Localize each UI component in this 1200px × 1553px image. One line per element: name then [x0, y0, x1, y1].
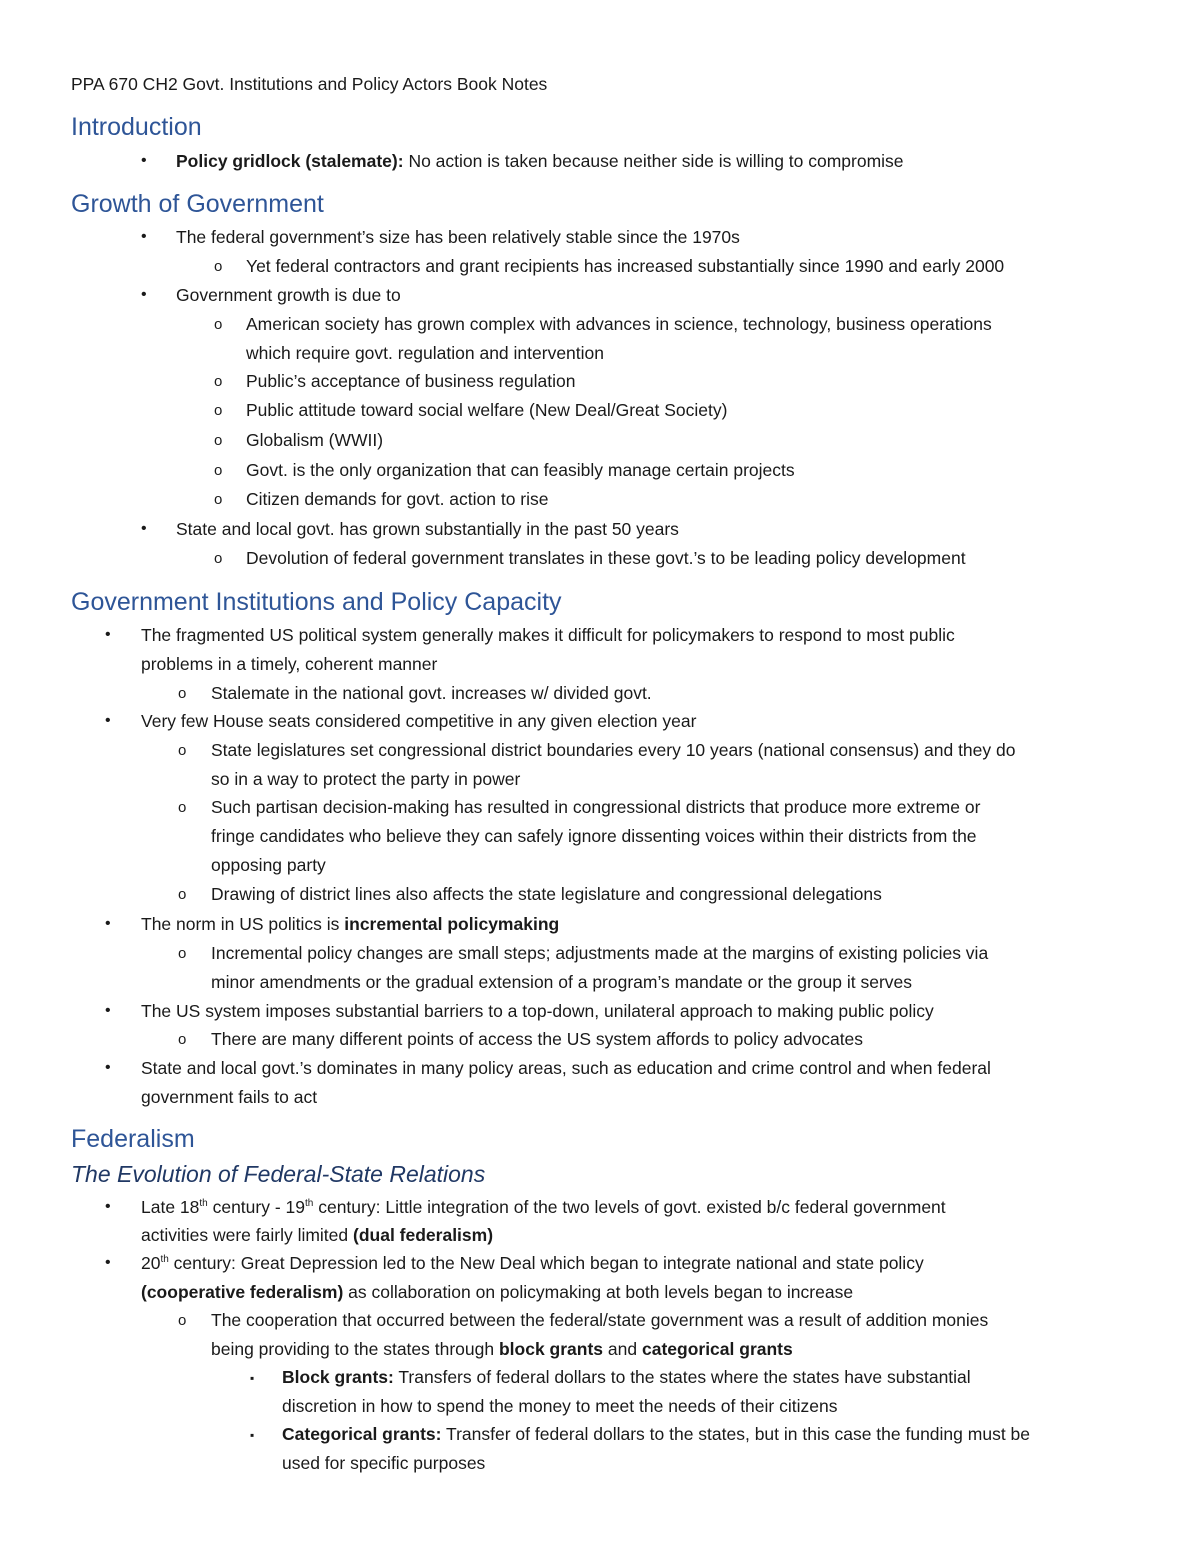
term: block grants: [498, 1339, 604, 1359]
list-item: Very few House seats considered competitive in any given election year: [141, 711, 697, 731]
heading-federalism: Federalism: [71, 1125, 195, 1153]
bullet-icon: •: [105, 1059, 111, 1076]
list-item-continued: government fails to act: [141, 1087, 318, 1107]
list-item: American society has grown complex with advances in science, technology, business operations: [246, 314, 992, 334]
list-item: Government growth is due to: [176, 285, 401, 305]
sub-bullet-icon: o: [178, 1031, 187, 1048]
list-item-continued: discretion in how to spend the money to meet the needs of their citizens: [282, 1396, 838, 1416]
bullet-icon: •: [105, 1002, 111, 1019]
list-item: State legislatures set congressional district boundaries every 10 years (national consensus) and they do: [211, 740, 1016, 760]
bullet-icon: •: [105, 712, 111, 729]
sub-bullet-icon: o: [178, 1312, 187, 1329]
sub-bullet-icon: o: [178, 886, 187, 903]
sub-bullet-icon: o: [178, 799, 187, 816]
sub-bullet-icon: o: [214, 462, 223, 479]
sub-bullet-icon: o: [214, 432, 223, 449]
list-item-continued: used for specific purposes: [282, 1453, 486, 1473]
subheading-federal-state-relations: The Evolution of Federal-State Relations: [71, 1161, 486, 1187]
heading-growth-of-government: Growth of Government: [71, 190, 324, 218]
list-item: Incremental policy changes are small steps; adjustments made at the margins of existing policies via: [211, 943, 989, 963]
list-item-continued: problems in a timely, coherent manner: [141, 654, 438, 674]
sub-bullet-icon: o: [178, 685, 187, 702]
term: (dual federalism): [353, 1225, 494, 1245]
sub-bullet-icon: o: [214, 402, 223, 419]
term: incremental policymaking: [344, 914, 560, 934]
list-item: The norm in US politics is incremental policymaking: [141, 914, 560, 934]
list-item: Drawing of district lines also affects the state legislature and congressional delegations: [211, 884, 882, 904]
sub-bullet-icon: o: [214, 491, 223, 508]
list-item: The cooperation that occurred between the federal/state government was a result of addition monies: [211, 1310, 989, 1330]
list-item-continued: opposing party: [211, 855, 326, 875]
list-item-continued: (cooperative federalism) as collaboration on policymaking at both levels began to increase: [141, 1282, 854, 1302]
list-item: Yet federal contractors and grant recipients has increased substantially since 1990 and early 2000: [246, 256, 1005, 276]
list-item: Policy gridlock (stalemate): No action is taken because neither side is willing to compromise: [176, 151, 904, 171]
list-item-continued: being providing to the states through block grants and categorical grants: [211, 1339, 793, 1359]
term: Policy gridlock (stalemate):: [176, 151, 404, 171]
list-item: Public attitude toward social welfare (New Deal/Great Society): [246, 400, 728, 420]
list-item: State and local govt.’s dominates in many policy areas, such as education and crime control and when federal: [141, 1058, 991, 1078]
term: Categorical grants:: [282, 1424, 442, 1444]
sub-bullet-icon: o: [214, 316, 223, 333]
list-item: The federal government’s size has been relatively stable since the 1970s: [176, 227, 740, 247]
list-item: Citizen demands for govt. action to rise: [246, 489, 549, 509]
list-item-continued: so in a way to protect the party in power: [211, 769, 521, 789]
sub-bullet-icon: o: [178, 742, 187, 759]
list-item: The fragmented US political system generally makes it difficult for policymakers to respond to most public: [141, 625, 955, 645]
list-item: Globalism (WWII): [246, 430, 384, 450]
list-item: Such partisan decision-making has resulted in congressional districts that produce more extreme or: [211, 797, 981, 817]
list-item: Stalemate in the national govt. increases w/ divided govt.: [211, 683, 652, 703]
list-item: Govt. is the only organization that can feasibly manage certain projects: [246, 460, 795, 480]
bullet-icon: •: [105, 1254, 111, 1271]
list-item: Devolution of federal government translates in these govt.’s to be leading policy development: [246, 548, 966, 568]
list-item: The US system imposes substantial barriers to a top-down, unilateral approach to making public policy: [141, 1001, 934, 1021]
list-item: There are many different points of access the US system affords to policy advocates: [211, 1029, 864, 1049]
bullet-icon: •: [105, 1198, 111, 1215]
list-item: Public’s acceptance of business regulation: [246, 371, 576, 391]
bullet-icon: •: [141, 152, 147, 169]
term: Block grants:: [282, 1367, 394, 1387]
bullet-icon: •: [105, 626, 111, 643]
term: (cooperative federalism): [141, 1282, 344, 1302]
sub-bullet-icon: o: [214, 373, 223, 390]
square-bullet-icon: ▪: [250, 1428, 255, 1442]
list-item-continued: activities were fairly limited (dual federalism): [141, 1225, 494, 1245]
heading-government-institutions: Government Institutions and Policy Capacity: [71, 588, 562, 616]
square-bullet-icon: ▪: [250, 1371, 255, 1385]
term: categorical grants: [641, 1339, 793, 1359]
sub-bullet-icon: o: [214, 258, 223, 275]
bullet-icon: •: [141, 520, 147, 537]
heading-introduction: Introduction: [71, 113, 202, 141]
sub-bullet-icon: o: [214, 550, 223, 567]
list-item-continued: fringe candidates who believe they can safely ignore dissenting voices within their districts from the: [211, 826, 977, 846]
list-item-continued: which require govt. regulation and intervention: [246, 343, 604, 363]
list-item: 20th century: Great Depression led to the New Deal which began to integrate national and state policy: [141, 1253, 924, 1273]
list-item-continued: minor amendments or the gradual extension of a program’s mandate or the group it serves: [211, 972, 913, 992]
list-item: Block grants: Transfers of federal dollars to the states where the states have substantial: [282, 1367, 971, 1387]
bullet-icon: •: [141, 228, 147, 245]
list-item: Late 18th century - 19th century: Little integration of the two levels of govt. existed b/c federal government: [141, 1197, 946, 1217]
list-item: Categorical grants: Transfer of federal dollars to the states, but in this case the funding must be: [282, 1424, 1031, 1444]
bullet-icon: •: [141, 286, 147, 303]
document-title: PPA 670 CH2 Govt. Institutions and Policy Actors Book Notes: [71, 74, 548, 94]
sub-bullet-icon: o: [178, 945, 187, 962]
bullet-icon: •: [105, 915, 111, 932]
list-item: State and local govt. has grown substantially in the past 50 years: [176, 519, 679, 539]
